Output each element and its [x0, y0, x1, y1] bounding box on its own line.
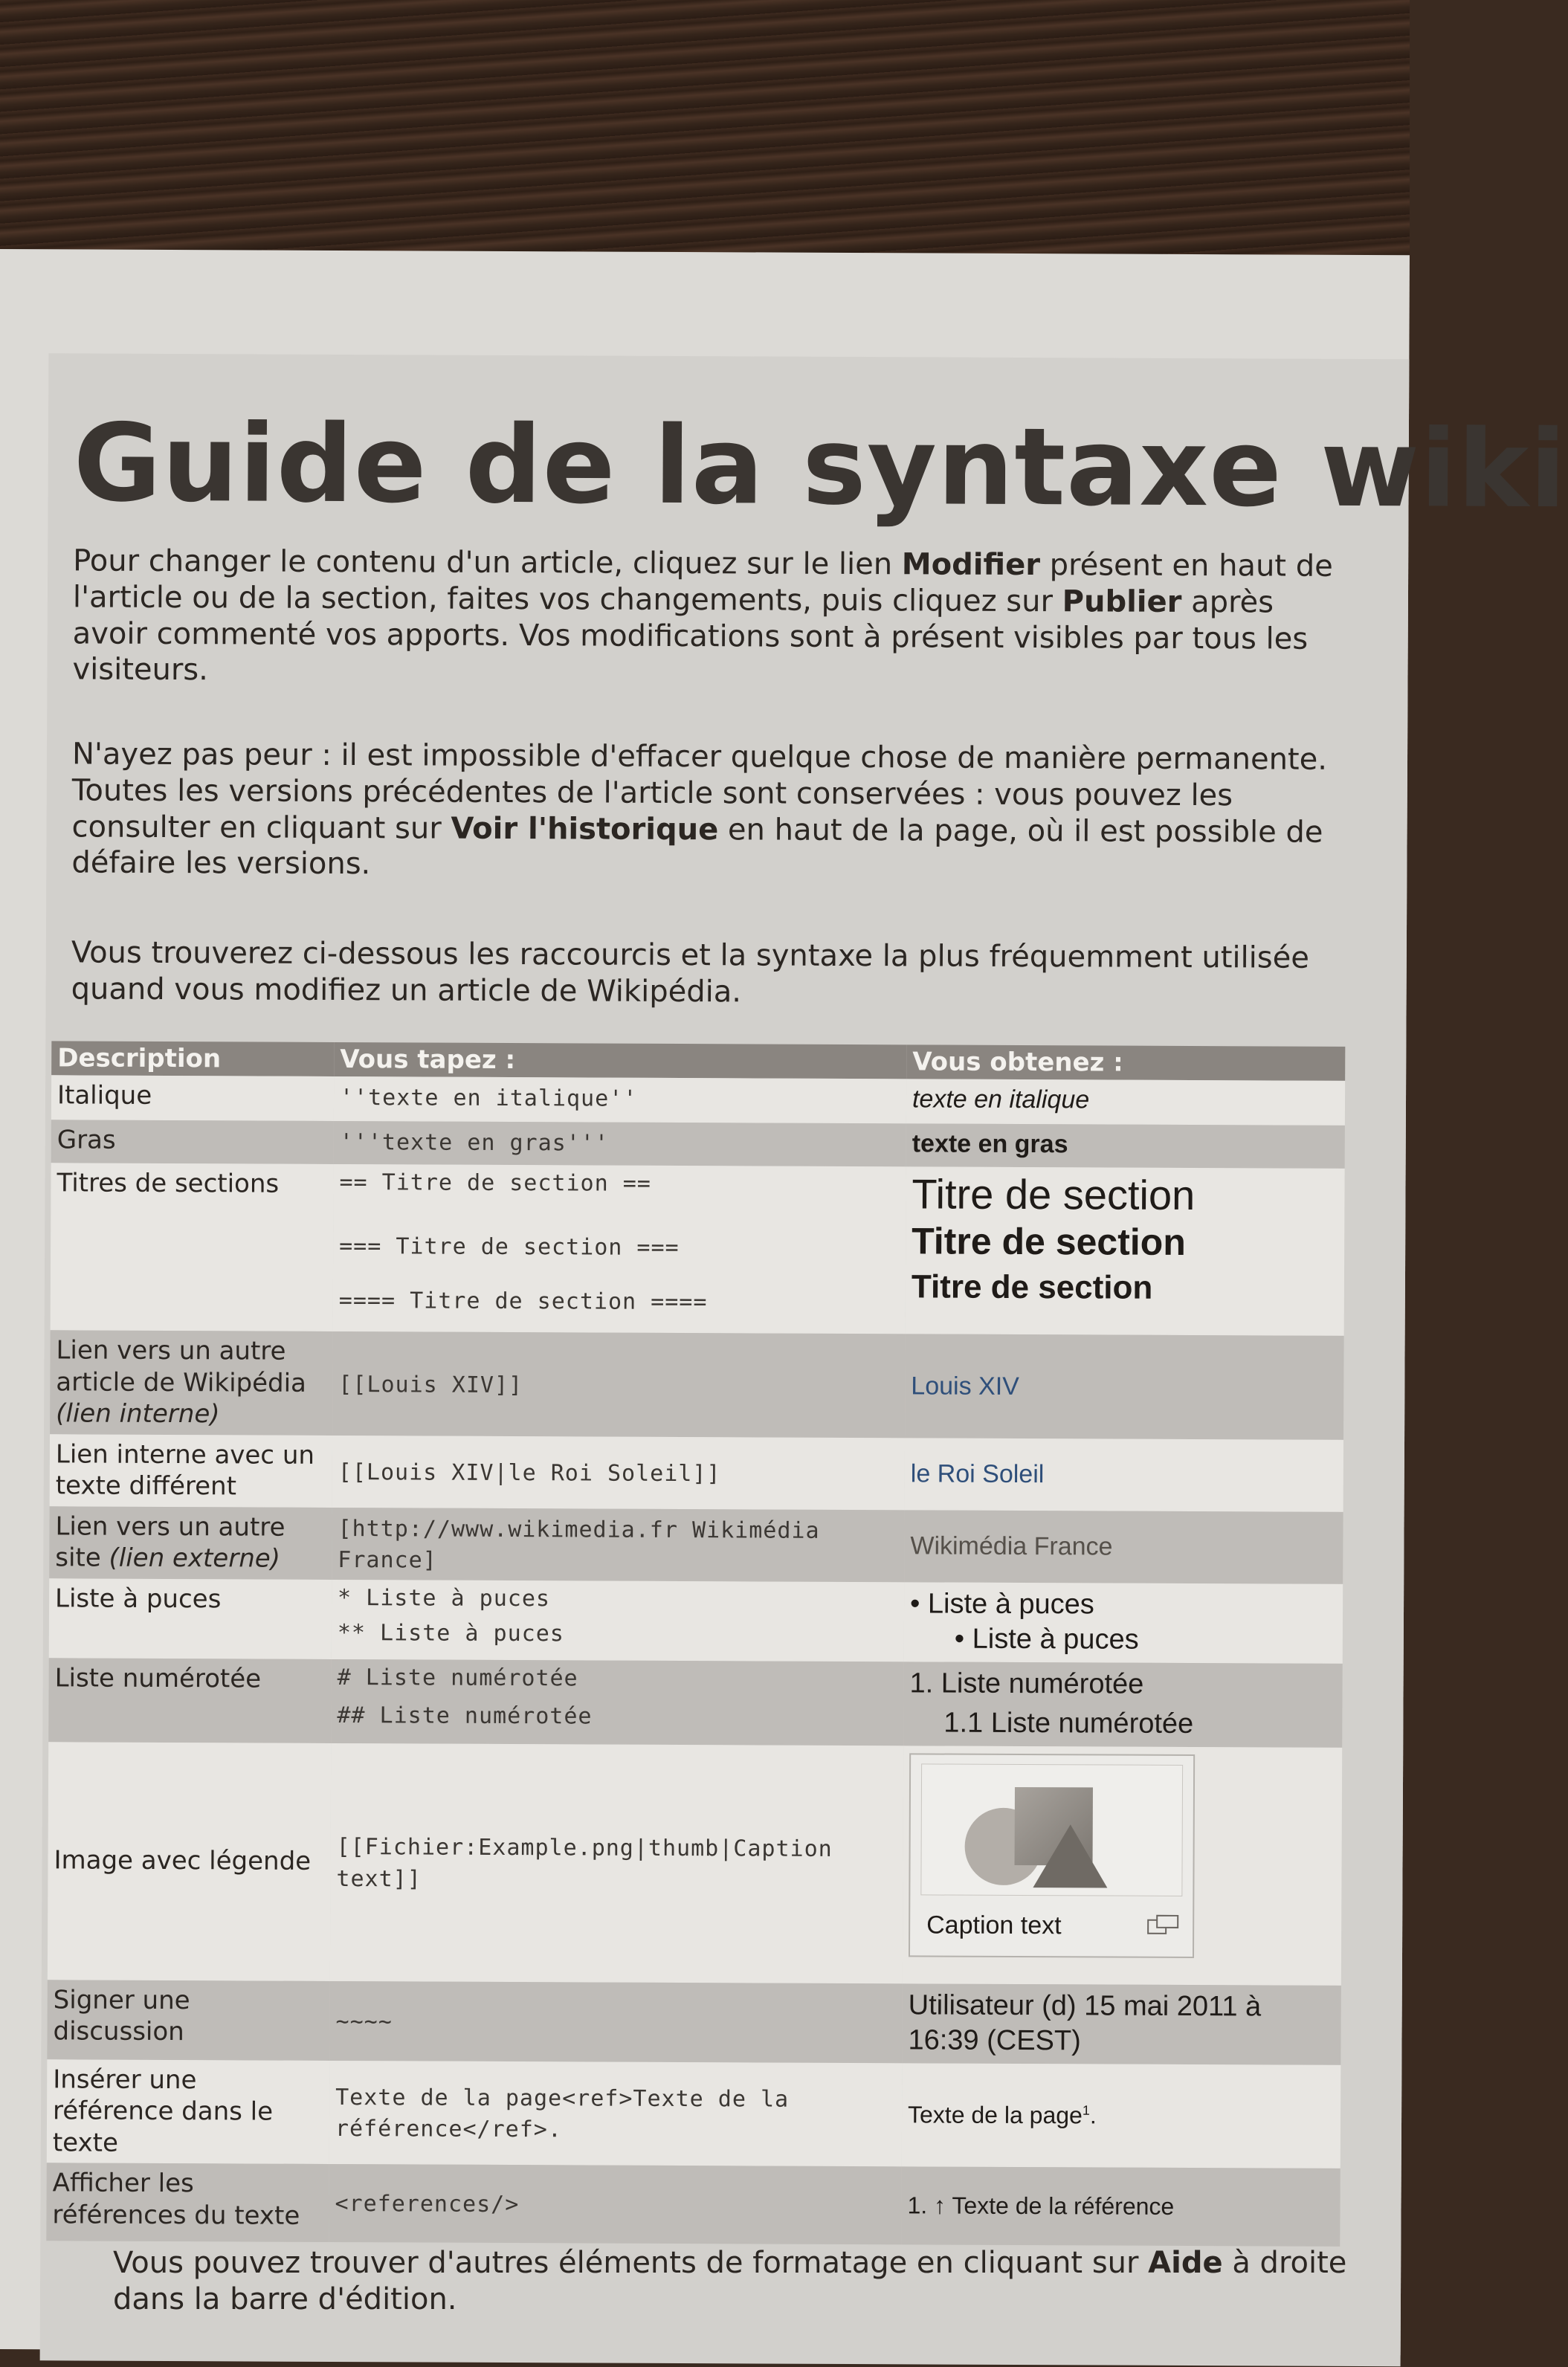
- row-code: === Titre de section ===: [339, 1233, 680, 1261]
- voir-historique-term: Voir l'historique: [451, 811, 719, 847]
- shapes-illustration: [921, 1764, 1182, 1896]
- header-vous-obtenez: Vous obtenez :: [906, 1044, 1345, 1081]
- table-row: [50, 1330, 1344, 1439]
- row-code: <references/>: [335, 2191, 520, 2218]
- table-row: [51, 1120, 1345, 1169]
- image-thumbnail[interactable]: [909, 1753, 1195, 1958]
- row-description: Afficher les références du texte: [46, 2163, 329, 2242]
- wooden-table-background: [0, 0, 1410, 260]
- table-row: [48, 1658, 1342, 1748]
- table-row: [46, 2163, 1340, 2247]
- table-row: [51, 1163, 1345, 1336]
- numbered-output: 1. Liste numérotée: [909, 1667, 1144, 1700]
- row-description: Image avec légende: [48, 1742, 331, 1981]
- row-description: Liste à puces: [49, 1578, 332, 1659]
- internal-link-output[interactable]: le Roi Soleil: [910, 1459, 1045, 1488]
- paper-sheet: [0, 249, 1567, 2355]
- row-output: texte en gras: [912, 1129, 1068, 1159]
- publier-term: Publier: [1062, 584, 1182, 619]
- header-vous-tapez: Vous tapez :: [334, 1042, 906, 1079]
- row-code: # Liste numérotée: [337, 1664, 578, 1691]
- internal-link-output[interactable]: Louis XIV: [911, 1371, 1019, 1401]
- intro-paragraph-3: Vous trouverez ci-dessous les raccourcis et la syntaxe la plus fréquemment utilisée quand vous modifiez un article de Wikipédia.: [71, 935, 1309, 1010]
- row-description: Liste numérotée: [48, 1658, 331, 1743]
- row-description: Lien vers un autre article de Wikipédia (lien interne): [50, 1330, 333, 1435]
- table-row: [50, 1434, 1343, 1512]
- aide-term: Aide: [1148, 2246, 1223, 2280]
- row-code: [http://www.wikimedia.fr Wikimédia France]: [338, 1515, 820, 1574]
- row-code: ==== Titre de section ====: [338, 1288, 708, 1316]
- table-header-row: [51, 1041, 1345, 1081]
- row-code: ~~~~: [335, 2008, 393, 2035]
- footer-note: Vous pouvez trouver d'autres éléments de formatage en cliquant sur Aide à droite dans la barre d'édition.: [113, 2246, 1347, 2316]
- row-code: == Titre de section ==: [339, 1169, 651, 1197]
- intro-paragraph-1: Pour changer le contenu d'un article, cliquez sur le lien Modifier présent en haut de l'article ou de la section, faites vos changements, puis cliquez sur Publier après avoir commenté vos apports. Vos modifications sont à présent visibles par tous les visiteurs.: [72, 543, 1333, 688]
- bullet-output: • Liste à puces: [954, 1623, 1139, 1656]
- row-code: ''texte en italique'': [339, 1085, 638, 1112]
- example-image[interactable]: [920, 1763, 1183, 1896]
- heading-level-4-output: Titre de section: [911, 1268, 1153, 1306]
- row-code: [[Louis XIV]]: [338, 1371, 523, 1398]
- references-output: 1. ↑ Texte de la référence: [907, 2192, 1175, 2221]
- table-row: [49, 1578, 1343, 1664]
- reference-marker[interactable]: 1: [1082, 2102, 1090, 2118]
- row-code: '''texte en gras''': [339, 1129, 610, 1157]
- intro-paragraph-2: N'ayez pas peur : il est impossible d'effacer quelque chose de manière permanente. Toutes les versions précédentes de l'article sont conservées : vous pouvez les consulter en cliquant sur Voir l'historique en haut de la page, où il est possible de défaire les versions.: [71, 737, 1328, 882]
- row-code: ## Liste numérotée: [337, 1702, 593, 1730]
- row-code: ** Liste à puces: [337, 1619, 564, 1647]
- row-description: Insérer une référence dans le texte: [47, 2059, 330, 2164]
- numbered-output: 1.1 Liste numérotée: [943, 1707, 1194, 1740]
- syntax-table: [46, 1041, 1345, 2247]
- external-link-output[interactable]: Wikimédia France: [910, 1531, 1113, 1561]
- table-row: [49, 1506, 1343, 1584]
- row-description: Signer une discussion: [47, 1980, 329, 2061]
- row-output: texte en italique: [912, 1085, 1090, 1114]
- heading-level-3-output: Titre de section: [912, 1219, 1186, 1263]
- page-title: Guide de la syntaxe wiki: [73, 400, 1567, 532]
- table-row: [48, 1742, 1342, 1986]
- row-code: * Liste à puces: [338, 1584, 551, 1612]
- bullet-output: • Liste à puces: [909, 1587, 1094, 1620]
- table-row: [47, 2059, 1341, 2169]
- header-description: Description: [51, 1041, 334, 1076]
- enlarge-icon[interactable]: [1146, 1913, 1181, 1937]
- row-code: Texte de la page<ref>Texte de la référence</ref>.: [335, 2084, 790, 2143]
- row-description: Lien vers un autre site (lien externe): [49, 1506, 332, 1580]
- heading-level-2-output: Titre de section: [912, 1170, 1196, 1219]
- table-row: [51, 1075, 1345, 1126]
- row-description: Titres de sections: [51, 1163, 334, 1331]
- caption-text: Caption text: [926, 1910, 1062, 1940]
- row-code: [[Fichier:Example.png|thumb|Caption text]]: [336, 1833, 833, 1892]
- row-code: [[Louis XIV|le Roi Soleil]]: [338, 1459, 721, 1487]
- table-row: [47, 1980, 1340, 2065]
- signature-output: Utilisateur (d) 15 mai 2011 à 16:39 (CEST): [908, 1989, 1262, 2057]
- row-description: Gras: [51, 1120, 334, 1164]
- row-description: Italique: [51, 1075, 334, 1121]
- row-description: Lien interne avec un texte différent: [50, 1434, 332, 1508]
- modifier-term: Modifier: [901, 547, 1041, 583]
- reference-output: Texte de la page$^1$.: [907, 2101, 1097, 2129]
